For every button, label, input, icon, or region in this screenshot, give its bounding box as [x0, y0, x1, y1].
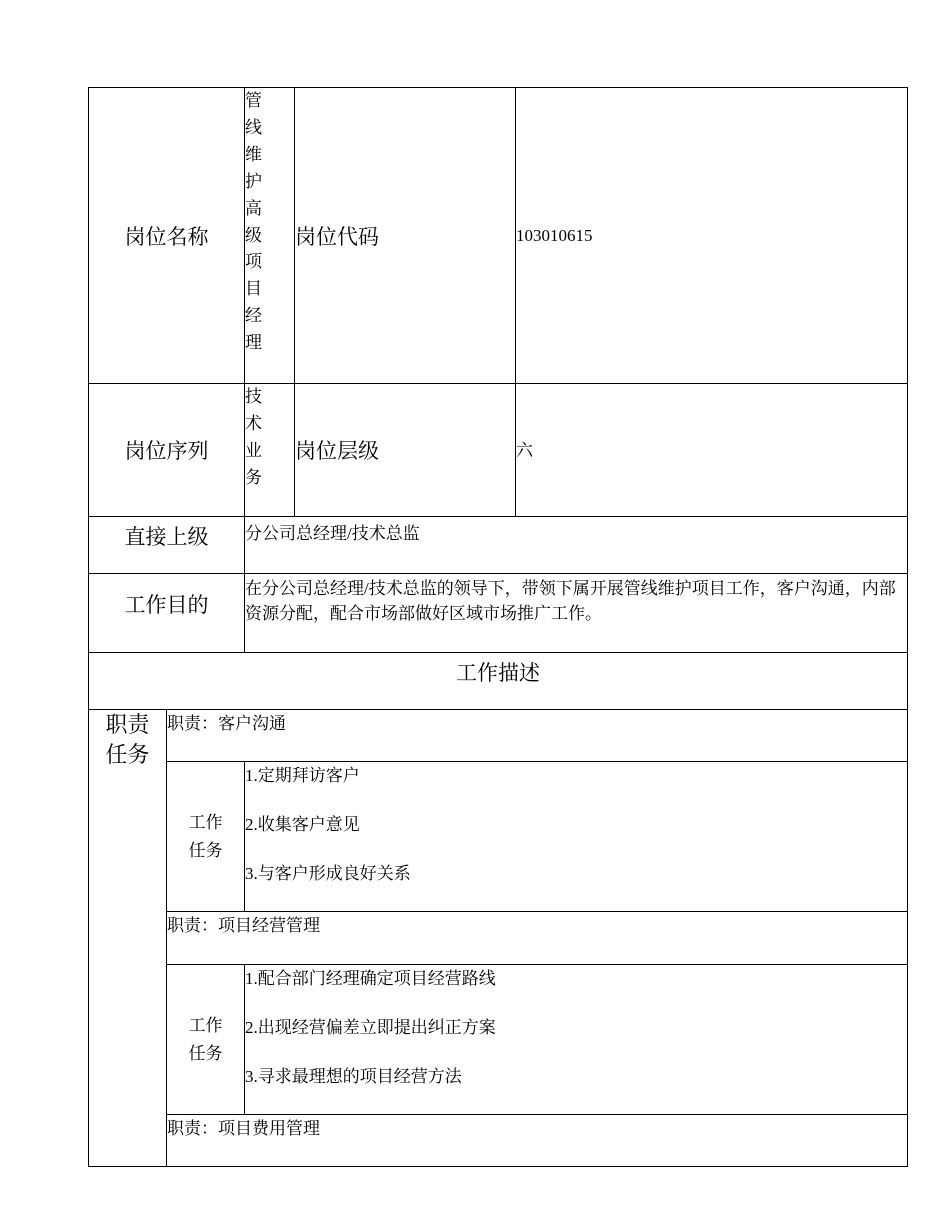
duties-label: 职责任务: [105, 712, 150, 767]
post-name-value: 管线维护高级项目经理: [245, 88, 295, 384]
duty-title: 职责：客户沟通: [167, 710, 908, 762]
task-list: [245, 965, 908, 1115]
task-item: 2.出现经营偏差立即提出纠正方案: [245, 1018, 496, 1037]
task-item: 3.与客户形成良好关系: [245, 864, 411, 883]
duty-title: 职责：项目费用管理: [167, 1115, 908, 1167]
superior-label: 直接上级: [89, 517, 245, 574]
level-value: 六: [516, 384, 908, 517]
task-item: 3.寻求最理想的项目经营方法: [245, 1067, 462, 1086]
work-description-title: 工作描述: [89, 653, 908, 710]
task-list: [245, 762, 908, 912]
purpose-label: 工作目的: [89, 574, 245, 653]
duty-title: 职责：项目经营管理: [167, 912, 908, 965]
sequence-label: 岗位序列: [89, 384, 245, 517]
post-name-label: 岗位名称: [89, 88, 245, 384]
task-label: 工作任务: [167, 762, 245, 912]
task-label: 工作任务: [167, 965, 245, 1115]
job-description-form: [88, 87, 907, 1167]
post-code-label: 岗位代码: [295, 88, 516, 384]
post-code-value: 103010615: [516, 88, 908, 384]
superior-value: 分公司总经理/技术总监: [245, 517, 908, 574]
task-item: 2.收集客户意见: [245, 815, 360, 834]
level-label: 岗位层级: [295, 384, 516, 517]
purpose-value: 在分公司总经理/技术总监的领导下，带领下属开展管线维护项目工作，客户沟通，内部资源分配，配合市场部做好区域市场推广工作。: [245, 574, 908, 653]
duties-label-cell: [89, 710, 167, 1167]
task-item: 1.配合部门经理确定项目经营路线: [245, 969, 496, 988]
job-table: [88, 87, 908, 1167]
task-item: 1.定期拜访客户: [245, 766, 360, 785]
sequence-value: 技术业务: [245, 384, 295, 517]
